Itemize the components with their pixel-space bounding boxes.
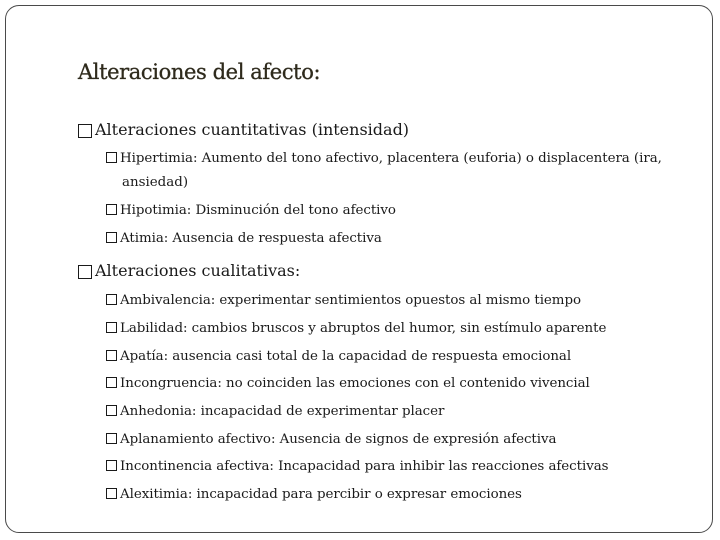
checkbox-bullet-icon bbox=[106, 152, 117, 163]
list-item-hipertimia bbox=[106, 151, 662, 166]
list-item-incongruencia bbox=[106, 376, 590, 391]
list-item-atimia bbox=[106, 231, 382, 246]
list-item-anhedonia bbox=[106, 404, 444, 419]
list-item-text: Apatía: ausencia casi total de la capacidad de respuesta emocional bbox=[120, 349, 572, 364]
checkbox-bullet-icon bbox=[106, 460, 117, 471]
list-item-text: Hipotimia: Disminución del tono afectivo bbox=[120, 203, 396, 218]
list-item-text: Incongruencia: no coinciden las emociones con el contenido vivencial bbox=[120, 376, 590, 391]
list-item-ambivalencia bbox=[106, 293, 581, 308]
list-item-aplanamiento bbox=[106, 432, 556, 447]
checkbox-bullet-icon bbox=[106, 294, 117, 305]
section-heading-label: Alteraciones cuantitativas (intensidad) bbox=[95, 120, 410, 139]
slide-title: Alteraciones del afecto: bbox=[78, 60, 321, 84]
list-item-text: Labilidad: cambios bruscos y abruptos del humor, sin estímulo aparente bbox=[120, 321, 607, 336]
list-item-continuation: ansiedad) bbox=[122, 175, 189, 190]
checkbox-bullet-icon bbox=[106, 322, 117, 333]
section-heading-cualitativas bbox=[78, 261, 300, 280]
list-item-hipotimia bbox=[106, 203, 396, 218]
checkbox-bullet-icon bbox=[106, 377, 117, 388]
list-item-text: Hipertimia: Aumento del tono afectivo, placentera (euforia) o displacentera (ira, bbox=[120, 151, 662, 166]
checkbox-bullet-icon bbox=[106, 405, 117, 416]
list-item-text: Incontinencia afectiva: Incapacidad para inhibir las reacciones afectivas bbox=[120, 459, 609, 474]
section-heading-cuantitativas bbox=[78, 120, 409, 139]
section-heading-label: Alteraciones cualitativas: bbox=[95, 261, 301, 280]
list-item-text: Anhedonia: incapacidad de experimentar placer bbox=[120, 404, 445, 419]
checkbox-bullet-icon bbox=[106, 204, 117, 215]
list-item-text: Aplanamiento afectivo: Ausencia de signos de expresión afectiva bbox=[120, 432, 557, 447]
checkbox-bullet-icon bbox=[106, 433, 117, 444]
checkbox-bullet-icon bbox=[78, 265, 92, 279]
list-item-alexitimia bbox=[106, 487, 522, 502]
list-item-incontinencia bbox=[106, 459, 608, 474]
checkbox-bullet-icon bbox=[78, 124, 92, 138]
list-item-text: Atimia: Ausencia de respuesta afectiva bbox=[120, 231, 382, 246]
list-item-apatia bbox=[106, 349, 571, 364]
checkbox-bullet-icon bbox=[106, 350, 117, 361]
list-item-text: Ambivalencia: experimentar sentimientos opuestos al mismo tiempo bbox=[120, 293, 581, 308]
checkbox-bullet-icon bbox=[106, 232, 117, 243]
checkbox-bullet-icon bbox=[106, 488, 117, 499]
list-item-labilidad bbox=[106, 321, 606, 336]
list-item-text: Alexitimia: incapacidad para percibir o expresar emociones bbox=[120, 487, 522, 502]
